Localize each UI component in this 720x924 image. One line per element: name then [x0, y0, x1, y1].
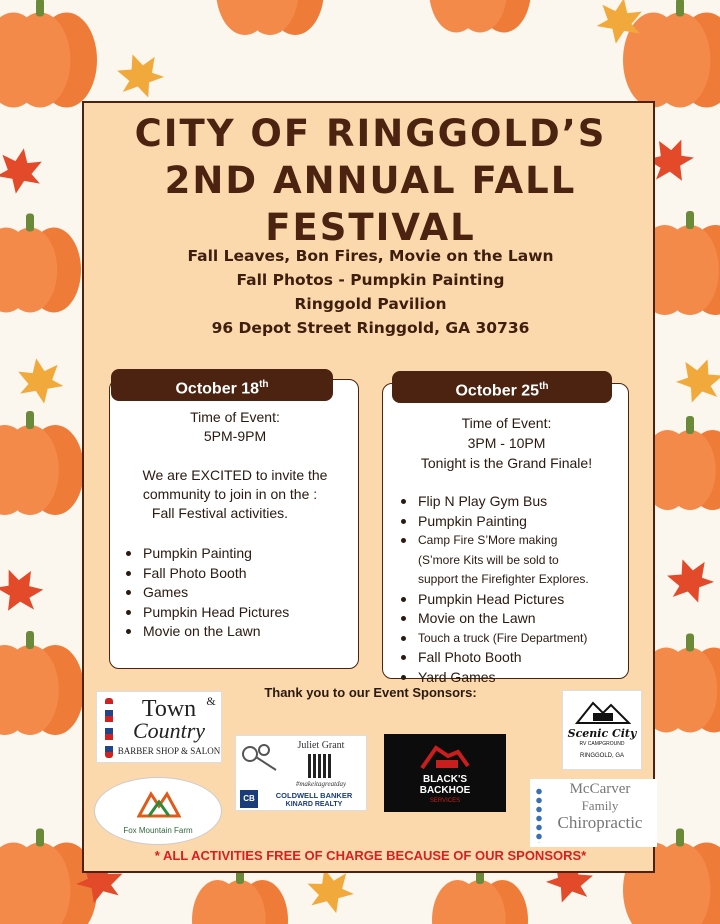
cb-brand: COLDWELL BANKER: [275, 791, 353, 800]
oct25-activity-list: [397, 492, 627, 687]
amp-text: &: [206, 694, 216, 708]
oct25-time-label: Time of Event:: [461, 415, 552, 431]
flyer-panel: [82, 101, 655, 873]
oct18-date-banner: [111, 369, 333, 401]
list-item: Movie on the Lawn: [122, 622, 352, 642]
list-item: Fall Photo Booth: [397, 648, 627, 668]
list-item: Touch a truck (Fire Department): [397, 629, 627, 649]
list-item: Yard Games: [397, 668, 627, 688]
footer-note: * ALL ACTIVITIES FREE OF CHARGE BECAUSE OF OUR SPONSORS*: [154, 848, 587, 863]
family-text: Family: [581, 798, 619, 813]
leaf-icon: [112, 47, 169, 105]
mccarver-text: McCarver: [569, 781, 631, 797]
title-line-1: CITY OF RINGGOLD’S: [134, 112, 607, 155]
oct25-date: October 25: [455, 382, 540, 400]
list-item: Flip N Play Gym Bus: [397, 492, 627, 512]
leaf-icon: [0, 145, 45, 198]
leaf-icon: [671, 352, 720, 410]
oct18-invite-2: community to join in on the :: [142, 486, 318, 502]
list-item: Pumpkin Painting: [122, 544, 352, 564]
sponsors-heading: Thank you to our Event Sponsors:: [264, 685, 477, 700]
pumpkin-icon: [216, 0, 324, 35]
chiropractic-text: Chiropractic: [557, 813, 643, 832]
backhoe-text: BACKHOE: [419, 785, 471, 796]
list-item: Camp Fire S’More making: [397, 531, 627, 551]
title-line-2: 2ND ANNUAL FALL: [164, 159, 577, 202]
subtitle-line-2: Fall Photos - Pumpkin Painting: [236, 271, 505, 289]
town-text: Town: [141, 696, 197, 722]
pumpkin-icon: [192, 866, 288, 924]
list-item: support the Firefighter Explores.: [418, 572, 589, 586]
leaf-icon: [15, 355, 66, 408]
scenic-sub-text: RV CAMPGROUND: [579, 741, 625, 747]
backhoe-icon: [418, 742, 472, 772]
scenic-city-logo: [562, 690, 642, 770]
list-item: Pumpkin Painting: [397, 512, 627, 532]
leaf-icon: [662, 552, 719, 610]
list-item: Games: [122, 583, 352, 603]
list-item: Movie on the Lawn: [397, 609, 627, 629]
title-line-3: FESTIVAL: [265, 206, 476, 249]
list-item: Fall Photo Booth: [122, 564, 352, 584]
subtitle-line-3: Ringgold Pavilion: [294, 295, 447, 313]
pumpkin-icon: [0, 0, 97, 108]
pumpkin-icon: [429, 0, 531, 33]
oct18-invite-1: We are EXCITED to invite the: [142, 467, 328, 483]
cb-badge: CB: [240, 790, 258, 808]
fox-mountain-icon: [137, 786, 181, 820]
mccarver-logo: [530, 779, 657, 847]
scenic-city-text: Scenic City: [567, 727, 637, 740]
list-item: (S’more Kits will be sold to: [418, 552, 559, 567]
oct25-card: [382, 383, 629, 685]
oct18-activity-list: [122, 544, 352, 642]
spine-icon: [534, 787, 544, 843]
services-text: SERVICES: [429, 798, 461, 804]
pumpkin-icon: [0, 411, 84, 515]
subtitle-line-1: Fall Leaves, Bon Fires, Movie on the Lawn: [187, 247, 554, 265]
barber-salon-text: BARBER SHOP & SALON: [117, 746, 221, 756]
oct25-date-banner: [392, 371, 612, 403]
pumpkin-icon: [0, 631, 84, 735]
town-country-logo: [96, 691, 222, 763]
qr-code-icon: [308, 754, 332, 778]
list-item: Pumpkin Head Pictures: [397, 590, 627, 610]
blacks-text: BLACK'S: [422, 774, 468, 785]
fox-mountain-logo: [94, 777, 222, 845]
cb-brand-2: KINARD REALTY: [285, 801, 343, 808]
oct25-finale: Tonight is the Grand Finale!: [420, 455, 593, 471]
juliet-grant-logo: [235, 735, 367, 811]
country-text: Country: [132, 718, 206, 743]
blacks-backhoe-logo: [384, 734, 506, 812]
subtitle-line-4: 96 Depot Street Ringgold, GA 30736: [211, 319, 530, 337]
oct18-time-label: Time of Event:: [190, 409, 280, 425]
keys-icon: [240, 742, 280, 776]
oct18-date: October 18: [175, 380, 260, 398]
leaf-icon: [0, 560, 50, 622]
oct18-date-suffix: th: [259, 379, 269, 390]
juliet-tag: #makeitagreatday: [295, 780, 347, 788]
pumpkin-icon: [432, 866, 528, 924]
oct18-card: [109, 379, 359, 669]
fox-mountain-text: Fox Mountain Farm: [123, 826, 193, 835]
juliet-name: Juliet Grant: [297, 740, 345, 751]
oct25-date-suffix: th: [539, 381, 549, 392]
mountain-camper-icon: [575, 697, 631, 725]
scenic-location-text: RINGGOLD, GA: [579, 753, 624, 759]
list-item: Pumpkin Head Pictures: [122, 603, 352, 623]
oct25-time: 3PM - 10PM: [467, 435, 546, 451]
oct18-invite-3: Fall Festival activities.: [151, 505, 289, 521]
oct18-time: 5PM-9PM: [203, 428, 267, 444]
pumpkin-icon: [0, 214, 81, 313]
